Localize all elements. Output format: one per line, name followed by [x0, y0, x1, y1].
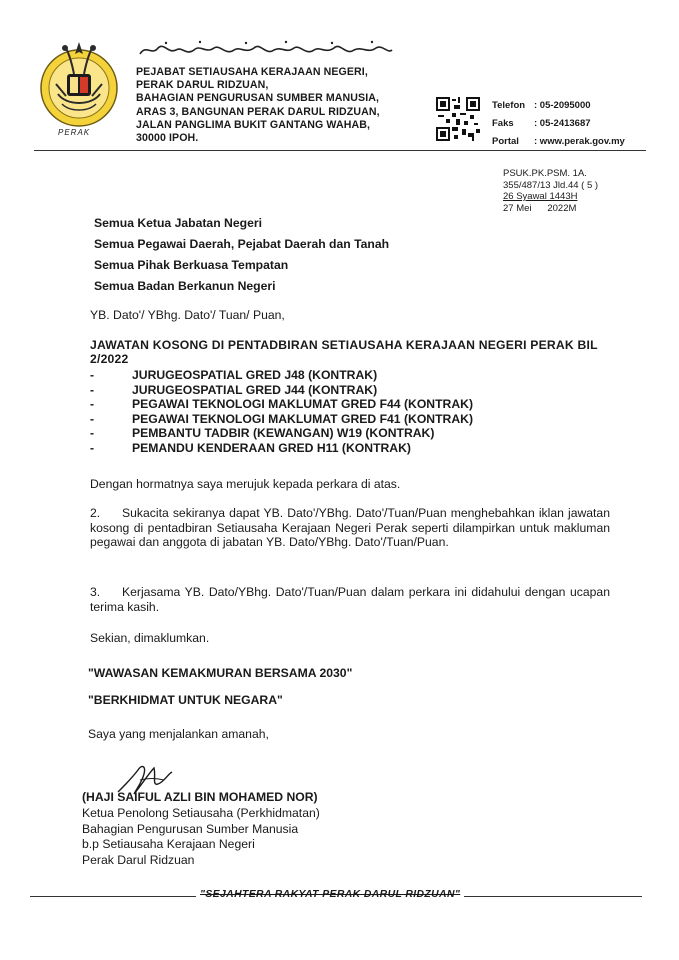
signatory-title-line: Perak Darul Ridzuan [82, 852, 195, 867]
office-address [136, 66, 436, 145]
contact-portal [492, 133, 625, 151]
office-line: PERAK DARUL RIDZUAN, [136, 79, 269, 92]
list-item [90, 383, 473, 398]
position-title: JURUGEOSPATIAL GRED J48 (KONTRAK) [132, 368, 378, 382]
recipient-line: Semua Pihak Berkuasa Tempatan [94, 258, 289, 272]
signatory-title-line: Bahagian Pengurusan Sumber Manusia [82, 821, 299, 836]
contact-phone [492, 97, 625, 115]
position-title: PEMBANTU TADBIR (KEWANGAN) W19 (KONTRAK) [132, 426, 435, 440]
contact-value: : 05-2095000 [534, 100, 591, 111]
qr-code [436, 97, 480, 141]
position-title: PEGAWAI TEKNOLOGI MAKLUMAT GRED F41 (KONTRAK) [132, 411, 474, 426]
perak-state-crest [36, 34, 122, 130]
intro-paragraph: Dengan hormatnya saya merujuk kepada perkara di atas. [90, 477, 401, 491]
position-title: JURUGEOSPATIAL GRED J44 (KONTRAK) [132, 382, 378, 397]
list-item [90, 426, 473, 441]
office-line: ARAS 3, BANGUNAN PERAK DARUL RIDZUAN, [136, 105, 380, 118]
bullet-dash: - [90, 426, 95, 440]
header-divider [34, 150, 646, 151]
contact-label: Faks [492, 118, 514, 129]
reference-block [503, 168, 598, 214]
contact-value: : 05-2413687 [534, 118, 591, 129]
list-item [90, 441, 473, 456]
paragraph-number: 2. [90, 506, 101, 520]
bullet-dash: - [90, 397, 95, 411]
position-title: PEMANDU KENDERAAN GRED H11 (KONTRAK) [132, 440, 411, 455]
closing-line: Sekian, dimaklumkan. [90, 631, 210, 645]
paragraph-3 [90, 585, 610, 614]
recipients-list [94, 213, 389, 297]
list-item [90, 412, 473, 427]
motto-wawasan: "WAWASAN KEMAKMURAN BERSAMA 2030" [88, 666, 353, 680]
contact-fax [492, 115, 625, 133]
paragraph-2 [90, 506, 610, 550]
office-line: BAHAGIAN PENGURUSAN SUMBER MANUSIA, [136, 92, 380, 105]
contact-info [492, 97, 625, 151]
paragraph-text: Sukacita sekiranya dapat YB. Dato'/YBhg. Dato'/Tuan/Puan menghebahkan iklan jawatan kosong di pentadbiran Setiausaha Kerajaan Negeri Perak seperti dilampirkan untuk makluman pegawai dan anggota di jabatan YB. Dato/YBhg. Dato'/Tuan/Puan. [90, 506, 610, 549]
recipient-line: Semua Badan Berkanun Negeri [94, 279, 276, 293]
contact-label: Portal [492, 136, 519, 147]
position-title: PEGAWAI TEKNOLOGI MAKLUMAT GRED F44 (KONTRAK) [132, 397, 474, 411]
contact-value: : www.perak.gov.my [534, 136, 625, 147]
jawi-script-heading [136, 38, 396, 60]
crest-label: PERAK [58, 128, 91, 137]
office-line: PEJABAT SETIAUSAHA KERAJAAN NEGERI, [136, 66, 368, 78]
paragraph-text: Kerjasama YB. Dato/YBhg. Dato'/Tuan/Puan dalam perkara ini didahului dengan ucapan terima kasih. [90, 585, 610, 614]
motto-berkhidmat: "BERKHIDMAT UNTUK NEGARA" [88, 693, 283, 707]
sign-off-line: Saya yang menjalankan amanah, [88, 727, 269, 741]
office-line: 30000 IPOH. [136, 132, 199, 145]
positions-list [90, 368, 473, 455]
signatory-title-line: b.p Setiausaha Kerajaan Negeri [82, 837, 255, 851]
bullet-dash: - [90, 440, 95, 455]
reference-file: PSUK.PK.PSM. 1A. [503, 168, 587, 179]
salutation: YB. Dato'/ YBhg. Dato'/ Tuan/ Puan, [90, 308, 285, 322]
list-item [90, 368, 473, 383]
jawi-calligraphy-icon [136, 38, 396, 60]
footer-slogan: "SEJAHTERA RAKYAT PERAK DARUL RIDZUAN" [196, 889, 464, 900]
qr-code-icon [436, 97, 480, 141]
reference-date: 27 Mei 2022M [503, 202, 577, 214]
contact-label: Telefon [492, 100, 526, 111]
bullet-dash: - [90, 382, 95, 397]
list-item [90, 397, 473, 412]
signatory-title-line: Ketua Penolong Setiausaha (Perkhidmatan) [82, 806, 320, 820]
recipient-line: Semua Pegawai Daerah, Pejabat Daerah dan Tanah [94, 237, 390, 251]
reference-hijri-date: 26 Syawal 1443H [503, 191, 578, 202]
signatory-name: (HAJI SAIFUL AZLI BIN MOHAMED NOR) [82, 790, 318, 804]
bullet-dash: - [90, 368, 95, 382]
reference-volume: 355/487/13 Jld.44 ( 5 ) [503, 179, 599, 191]
recipient-line: Semua Ketua Jabatan Negeri [94, 216, 262, 230]
subject-heading: JAWATAN KOSONG DI PENTADBIRAN SETIAUSAHA KERAJAAN NEGERI PERAK BIL 2/2022 [90, 338, 598, 366]
signatory-titles [82, 806, 320, 868]
crest-icon [36, 34, 122, 130]
office-line: JALAN PANGLIMA BUKIT GANTANG WAHAB, [136, 118, 370, 131]
bullet-dash: - [90, 411, 95, 426]
paragraph-number: 3. [90, 585, 101, 599]
